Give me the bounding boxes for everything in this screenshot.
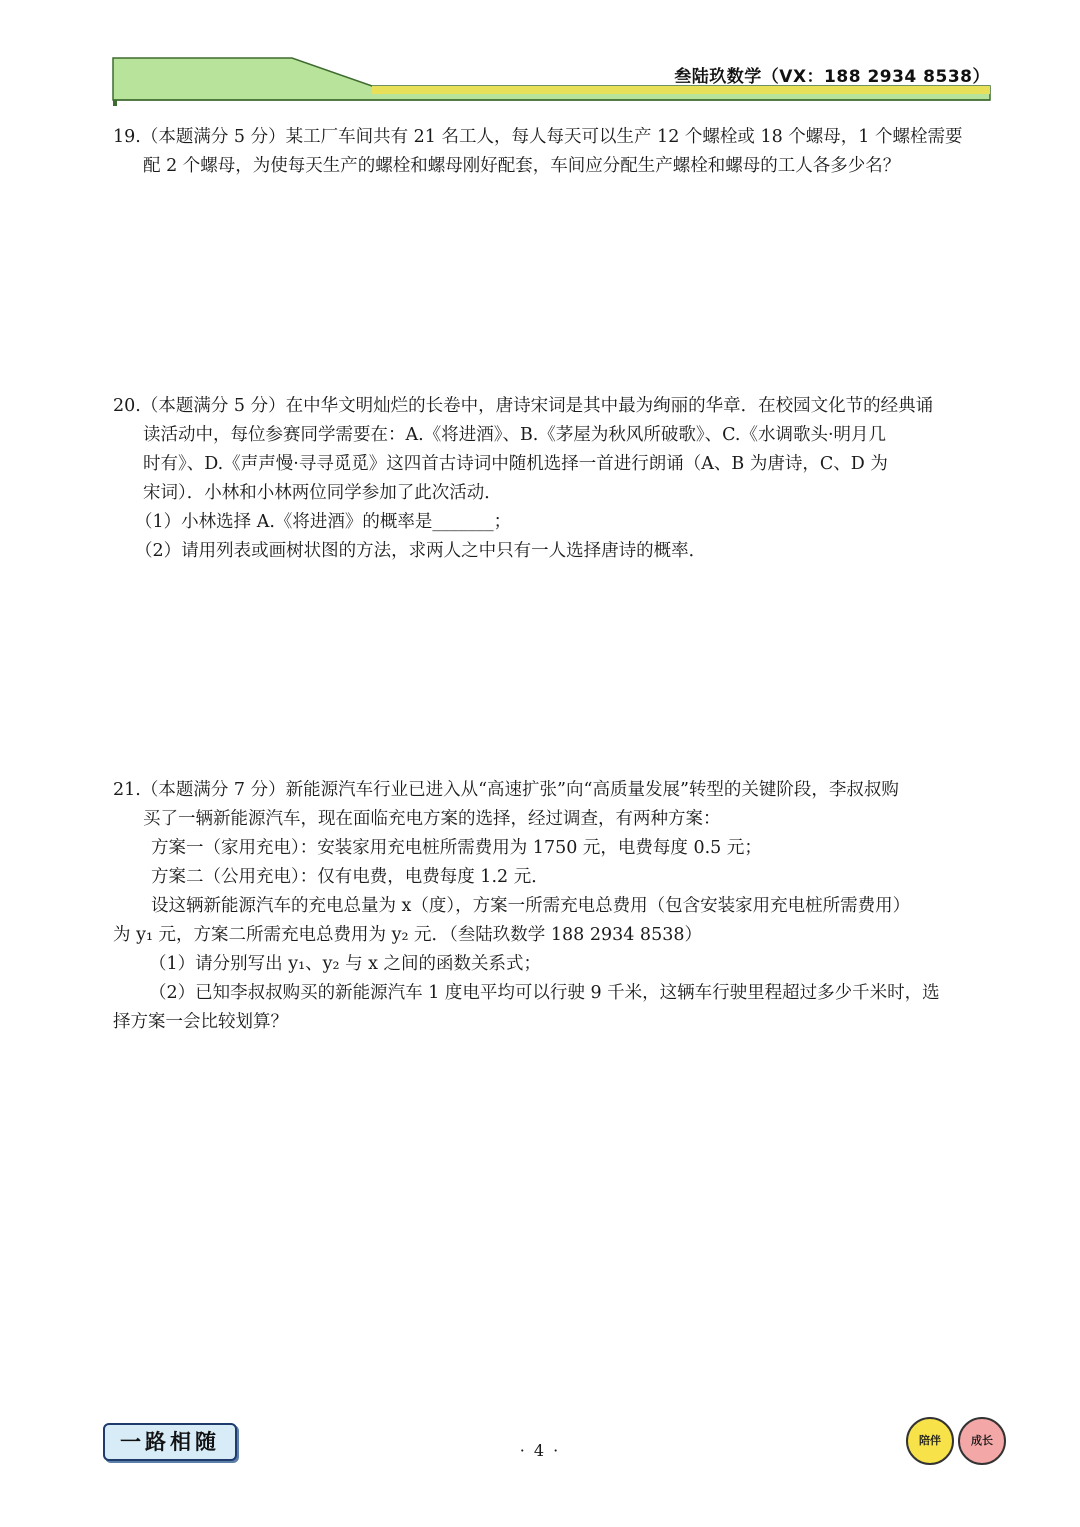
question-text-line: 为 y₁ 元，方案二所需充电总费用为 y₂ 元．（叁陆玖数学 188 2934 8538） — [113, 925, 702, 945]
question-number: 20. — [113, 396, 141, 416]
question-21 — [113, 776, 997, 1037]
question-text-line: （本题满分 7 分）新能源汽车行业已进入从“高速扩张”向“高质量发展”转型的关键阶段，李叔叔购 — [140, 780, 899, 800]
sub-question-2: （2）请用列表或画树状图的方法，求两人之中只有一人选择唐诗的概率． — [135, 541, 707, 561]
sub-question-2-continued: 择方案一会比较划算？ — [113, 1012, 288, 1032]
footer-badge: 一路相随 — [103, 1423, 237, 1461]
question-text-line: 读活动中，每位参赛同学需要在：A.《将进酒》、B.《茅屋为秋风所破歌》、C.《水调歌头·明月几 — [143, 425, 887, 445]
question-text-line: （本题满分 5 分）某工厂车间共有 21 名工人，每人每天可以生产 12 个螺栓或 18 个螺母，1 个螺栓需要 — [140, 127, 963, 147]
circle-badge-growth: 成长 — [958, 1417, 1006, 1465]
sub-question-1: （1）小林选择 A.《将进酒》的概率是_______； — [135, 512, 512, 532]
question-number: 19. — [113, 127, 141, 147]
question-number: 21. — [113, 780, 141, 800]
header-title: 叁陆玖数学（VX：188 2934 8538） — [674, 67, 990, 87]
question-text-line: 买了一辆新能源汽车，现在面临充电方案的选择，经过调查，有两种方案： — [143, 809, 721, 829]
sub-question-1: （1）请分别写出 y₁、y₂ 与 x 之间的函数关系式； — [149, 954, 542, 974]
circle-badge-companion: 陪伴 — [906, 1417, 954, 1465]
plan-one: 方案一（家用充电）：安装家用充电桩所需费用为 1750 元，电费每度 0.5 元； — [151, 838, 762, 858]
question-text-line: 配 2 个螺母，为使每天生产的螺栓和螺母刚好配套，车间应分配生产螺栓和螺母的工人各多少名？ — [143, 156, 901, 176]
page-number: · 4 · — [519, 1441, 561, 1460]
question-19 — [113, 123, 997, 181]
sub-question-2: （2）已知李叔叔购买的新能源汽车 1 度电平均可以行驶 9 千米，这辆车行驶里程超过多少千米时，选 — [149, 983, 940, 1003]
header-tab — [113, 100, 117, 106]
question-text-line: 时有》、D.《声声慢·寻寻觅觅》这四首古诗词中随机选择一首进行朗诵（A、B 为唐诗，C、D 为 — [143, 454, 888, 474]
header-stripe — [372, 86, 990, 94]
question-text-line: 设这辆新能源汽车的充电总量为 x（度），方案一所需充电总费用（包含安装家用充电桩所需费用） — [151, 896, 911, 916]
plan-two: 方案二（公用充电）：仅有电费，电费每度 1.2 元． — [151, 867, 549, 887]
header-band — [0, 0, 1080, 115]
question-text-line: （本题满分 5 分）在中华文明灿烂的长卷中，唐诗宋词是其中最为绚丽的华章．在校园文化节的经典诵 — [140, 396, 934, 416]
question-text-line: 宋词）．小林和小林两位同学参加了此次活动． — [143, 483, 502, 503]
question-20 — [113, 392, 997, 566]
